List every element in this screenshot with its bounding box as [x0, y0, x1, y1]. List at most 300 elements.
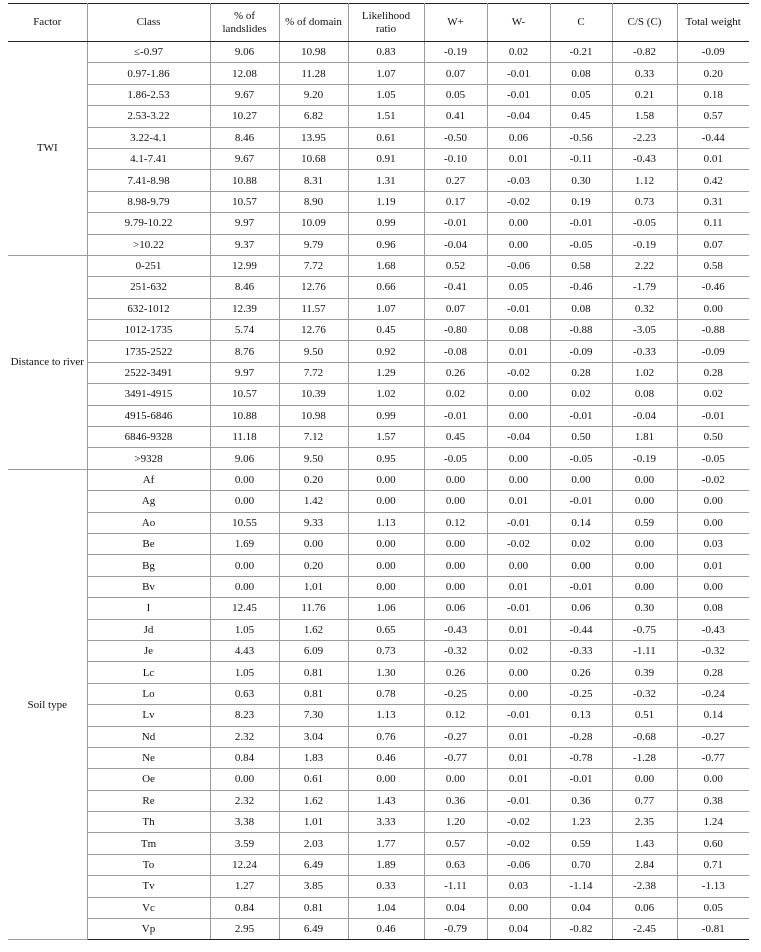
pct-landslides-cell: 8.46: [210, 277, 279, 298]
contrast-cell: -0.44: [550, 619, 612, 640]
pct-domain-cell: 8.90: [279, 191, 348, 212]
class-cell: I: [87, 598, 210, 619]
w-minus-cell: 0.00: [487, 213, 550, 234]
pct-landslides-cell: 8.23: [210, 705, 279, 726]
w-minus-cell: 0.00: [487, 662, 550, 683]
w-plus-cell: 0.52: [424, 255, 487, 276]
total-weight-cell: 0.11: [677, 213, 749, 234]
w-minus-cell: -0.06: [487, 255, 550, 276]
likelihood-ratio-cell: 1.07: [348, 63, 424, 84]
w-minus-cell: 0.01: [487, 769, 550, 790]
pct-domain-cell: 10.39: [279, 384, 348, 405]
table-row: [8, 341, 749, 362]
class-cell: To: [87, 854, 210, 875]
w-minus-cell: 0.00: [487, 469, 550, 490]
class-cell: Re: [87, 790, 210, 811]
table-row: [8, 491, 749, 512]
w-minus-cell: -0.02: [487, 362, 550, 383]
pct-domain-cell: 9.50: [279, 448, 348, 469]
table-row: [8, 384, 749, 405]
total-weight-cell: 1.24: [677, 812, 749, 833]
pct-domain-cell: 1.62: [279, 619, 348, 640]
table-row: [8, 576, 749, 597]
table-row: [8, 84, 749, 105]
table-row: [8, 277, 749, 298]
contrast-cell: 0.04: [550, 897, 612, 918]
contrast-cell: -0.21: [550, 42, 612, 63]
likelihood-ratio-cell: 0.96: [348, 234, 424, 255]
pct-domain-cell: 9.79: [279, 234, 348, 255]
w-minus-cell: -0.02: [487, 812, 550, 833]
studentized-contrast-cell: 0.21: [612, 84, 677, 105]
pct-domain-cell: 12.76: [279, 320, 348, 341]
class-cell: 7.41-8.98: [87, 170, 210, 191]
w-minus-cell: 0.08: [487, 320, 550, 341]
table-row: [8, 790, 749, 811]
pct-domain-cell: 9.50: [279, 341, 348, 362]
table-row: [8, 876, 749, 897]
table-row: [8, 427, 749, 448]
pct-landslides-cell: 5.74: [210, 320, 279, 341]
contrast-cell: 0.08: [550, 63, 612, 84]
w-minus-cell: 0.01: [487, 619, 550, 640]
class-cell: Bg: [87, 555, 210, 576]
w-minus-cell: -0.02: [487, 833, 550, 854]
pct-domain-cell: 6.09: [279, 640, 348, 661]
total-weight-cell: 0.01: [677, 555, 749, 576]
likelihood-ratio-cell: 0.33: [348, 876, 424, 897]
total-weight-cell: -0.46: [677, 277, 749, 298]
total-weight-cell: -0.27: [677, 726, 749, 747]
total-weight-cell: 0.08: [677, 598, 749, 619]
total-weight-cell: 0.07: [677, 234, 749, 255]
w-minus-cell: 0.02: [487, 42, 550, 63]
w-plus-cell: 0.07: [424, 63, 487, 84]
likelihood-ratio-cell: 0.65: [348, 619, 424, 640]
total-weight-cell: -0.43: [677, 619, 749, 640]
pct-domain-cell: 0.61: [279, 769, 348, 790]
w-minus-cell: 0.00: [487, 448, 550, 469]
w-plus-cell: 0.05: [424, 84, 487, 105]
header-pct-domain: % of domain: [279, 4, 348, 42]
pct-landslides-cell: 1.05: [210, 619, 279, 640]
total-weight-cell: 0.18: [677, 84, 749, 105]
contrast-cell: 0.30: [550, 170, 612, 191]
w-plus-cell: 0.17: [424, 191, 487, 212]
studentized-contrast-cell: -0.05: [612, 213, 677, 234]
studentized-contrast-cell: 0.33: [612, 63, 677, 84]
table-row: [8, 726, 749, 747]
class-cell: Vp: [87, 919, 210, 940]
table-container: [8, 3, 749, 940]
class-cell: Oe: [87, 769, 210, 790]
w-plus-cell: 0.36: [424, 790, 487, 811]
likelihood-ratio-cell: 0.73: [348, 640, 424, 661]
likelihood-ratio-cell: 1.05: [348, 84, 424, 105]
studentized-contrast-cell: 2.35: [612, 812, 677, 833]
w-plus-cell: -0.05: [424, 448, 487, 469]
contrast-cell: -0.25: [550, 683, 612, 704]
w-plus-cell: 0.00: [424, 491, 487, 512]
studentized-contrast-cell: 0.06: [612, 897, 677, 918]
pct-domain-cell: 9.33: [279, 512, 348, 533]
class-cell: 0-251: [87, 255, 210, 276]
pct-landslides-cell: 12.39: [210, 298, 279, 319]
pct-domain-cell: 8.31: [279, 170, 348, 191]
w-plus-cell: 0.00: [424, 469, 487, 490]
pct-landslides-cell: 8.76: [210, 341, 279, 362]
likelihood-ratio-cell: 0.99: [348, 213, 424, 234]
studentized-contrast-cell: 1.58: [612, 106, 677, 127]
likelihood-ratio-cell: 1.77: [348, 833, 424, 854]
pct-landslides-cell: 1.69: [210, 533, 279, 554]
studentized-contrast-cell: 0.30: [612, 598, 677, 619]
total-weight-cell: -0.24: [677, 683, 749, 704]
likelihood-ratio-cell: 1.68: [348, 255, 424, 276]
pct-landslides-cell: 9.06: [210, 42, 279, 63]
w-plus-cell: 0.06: [424, 598, 487, 619]
studentized-contrast-cell: -3.05: [612, 320, 677, 341]
studentized-contrast-cell: 0.51: [612, 705, 677, 726]
studentized-contrast-cell: 0.73: [612, 191, 677, 212]
likelihood-ratio-cell: 1.04: [348, 897, 424, 918]
table-row: [8, 769, 749, 790]
total-weight-cell: 0.00: [677, 576, 749, 597]
contrast-cell: 0.70: [550, 854, 612, 875]
studentized-contrast-cell: 1.81: [612, 427, 677, 448]
pct-landslides-cell: 0.00: [210, 576, 279, 597]
class-cell: 632-1012: [87, 298, 210, 319]
table-row: [8, 897, 749, 918]
table-row: [8, 127, 749, 148]
table-row: [8, 298, 749, 319]
table-row: [8, 213, 749, 234]
contrast-cell: 0.13: [550, 705, 612, 726]
studentized-contrast-cell: -1.79: [612, 277, 677, 298]
w-minus-cell: -0.01: [487, 512, 550, 533]
total-weight-cell: 0.20: [677, 63, 749, 84]
contrast-cell: 0.36: [550, 790, 612, 811]
pct-domain-cell: 3.04: [279, 726, 348, 747]
pct-domain-cell: 10.98: [279, 42, 348, 63]
w-plus-cell: 0.41: [424, 106, 487, 127]
likelihood-ratio-cell: 1.13: [348, 512, 424, 533]
factor-cell: Distance to river: [8, 255, 87, 469]
pct-domain-cell: 9.20: [279, 84, 348, 105]
w-plus-cell: 0.27: [424, 170, 487, 191]
w-plus-cell: 0.45: [424, 427, 487, 448]
w-minus-cell: -0.01: [487, 298, 550, 319]
likelihood-ratio-cell: 0.78: [348, 683, 424, 704]
contrast-cell: -0.33: [550, 640, 612, 661]
w-plus-cell: -0.25: [424, 683, 487, 704]
class-cell: Lv: [87, 705, 210, 726]
table-row: [8, 854, 749, 875]
pct-domain-cell: 6.82: [279, 106, 348, 127]
table-row: [8, 555, 749, 576]
class-cell: >10.22: [87, 234, 210, 255]
likelihood-ratio-cell: 1.57: [348, 427, 424, 448]
contrast-cell: 0.05: [550, 84, 612, 105]
w-minus-cell: -0.04: [487, 427, 550, 448]
table-row: [8, 320, 749, 341]
pct-landslides-cell: 12.99: [210, 255, 279, 276]
total-weight-cell: 0.28: [677, 662, 749, 683]
contrast-cell: 1.23: [550, 812, 612, 833]
w-minus-cell: 0.00: [487, 234, 550, 255]
class-cell: Ao: [87, 512, 210, 533]
w-plus-cell: 0.63: [424, 854, 487, 875]
class-cell: Lo: [87, 683, 210, 704]
total-weight-cell: 0.00: [677, 491, 749, 512]
class-cell: 4.1-7.41: [87, 148, 210, 169]
pct-landslides-cell: 2.32: [210, 726, 279, 747]
pct-domain-cell: 0.81: [279, 683, 348, 704]
table-row: [8, 63, 749, 84]
table-row: [8, 705, 749, 726]
studentized-contrast-cell: 0.00: [612, 576, 677, 597]
studentized-contrast-cell: 1.02: [612, 362, 677, 383]
header-contrast: C: [550, 4, 612, 42]
studentized-contrast-cell: -0.68: [612, 726, 677, 747]
class-cell: 1012-1735: [87, 320, 210, 341]
pct-domain-cell: 1.83: [279, 747, 348, 768]
contrast-cell: -0.01: [550, 576, 612, 597]
total-weight-cell: 0.01: [677, 148, 749, 169]
w-minus-cell: 0.00: [487, 683, 550, 704]
pct-domain-cell: 11.57: [279, 298, 348, 319]
class-cell: 3491-4915: [87, 384, 210, 405]
contrast-cell: 0.19: [550, 191, 612, 212]
header-factor: Factor: [8, 4, 87, 42]
likelihood-ratio-cell: 3.33: [348, 812, 424, 833]
w-plus-cell: 0.12: [424, 705, 487, 726]
likelihood-ratio-cell: 1.02: [348, 384, 424, 405]
likelihood-ratio-cell: 0.46: [348, 747, 424, 768]
header-total-weight: Total weight: [677, 4, 749, 42]
contrast-cell: 0.02: [550, 533, 612, 554]
class-cell: Be: [87, 533, 210, 554]
pct-domain-cell: 10.09: [279, 213, 348, 234]
studentized-contrast-cell: -0.19: [612, 234, 677, 255]
class-cell: 1735-2522: [87, 341, 210, 362]
class-cell: Af: [87, 469, 210, 490]
studentized-contrast-cell: 0.00: [612, 469, 677, 490]
total-weight-cell: -0.88: [677, 320, 749, 341]
studentized-contrast-cell: 2.84: [612, 854, 677, 875]
class-cell: Vc: [87, 897, 210, 918]
studentized-contrast-cell: 2.22: [612, 255, 677, 276]
w-plus-cell: -0.10: [424, 148, 487, 169]
pct-landslides-cell: 3.59: [210, 833, 279, 854]
total-weight-cell: 0.02: [677, 384, 749, 405]
w-plus-cell: 0.04: [424, 897, 487, 918]
header-likelihood-ratio: Likelihood ratio: [348, 4, 424, 42]
w-plus-cell: -1.11: [424, 876, 487, 897]
total-weight-cell: 0.05: [677, 897, 749, 918]
likelihood-ratio-cell: 0.00: [348, 769, 424, 790]
likelihood-ratio-cell: 0.00: [348, 533, 424, 554]
pct-landslides-cell: 11.18: [210, 427, 279, 448]
pct-domain-cell: 1.01: [279, 576, 348, 597]
studentized-contrast-cell: 0.00: [612, 533, 677, 554]
w-minus-cell: 0.06: [487, 127, 550, 148]
w-plus-cell: 0.00: [424, 576, 487, 597]
contrast-cell: 0.26: [550, 662, 612, 683]
pct-domain-cell: 7.12: [279, 427, 348, 448]
studentized-contrast-cell: -2.38: [612, 876, 677, 897]
likelihood-ratio-cell: 0.00: [348, 491, 424, 512]
table-body: [8, 42, 749, 940]
pct-landslides-cell: 10.55: [210, 512, 279, 533]
pct-domain-cell: 10.68: [279, 148, 348, 169]
total-weight-cell: 0.14: [677, 705, 749, 726]
pct-landslides-cell: 1.05: [210, 662, 279, 683]
table-row: [8, 812, 749, 833]
w-plus-cell: -0.43: [424, 619, 487, 640]
class-cell: 6846-9328: [87, 427, 210, 448]
pct-landslides-cell: 0.00: [210, 491, 279, 512]
contrast-cell: -0.01: [550, 213, 612, 234]
likelihood-ratio-cell: 0.00: [348, 555, 424, 576]
contrast-cell: -0.82: [550, 919, 612, 940]
pct-domain-cell: 7.30: [279, 705, 348, 726]
table-row: [8, 405, 749, 426]
class-cell: 1.86-2.53: [87, 84, 210, 105]
class-cell: 9.79-10.22: [87, 213, 210, 234]
likelihood-ratio-cell: 1.31: [348, 170, 424, 191]
likelihood-ratio-cell: 1.13: [348, 705, 424, 726]
pct-landslides-cell: 10.27: [210, 106, 279, 127]
likelihood-ratio-cell: 0.00: [348, 576, 424, 597]
studentized-contrast-cell: 0.77: [612, 790, 677, 811]
pct-domain-cell: 11.28: [279, 63, 348, 84]
contrast-cell: 0.02: [550, 384, 612, 405]
header-pct-landslides: % of landslides: [210, 4, 279, 42]
studentized-contrast-cell: 0.08: [612, 384, 677, 405]
w-minus-cell: 0.05: [487, 277, 550, 298]
table-row: [8, 362, 749, 383]
contrast-cell: 0.59: [550, 833, 612, 854]
likelihood-ratio-cell: 0.45: [348, 320, 424, 341]
likelihood-ratio-cell: 0.83: [348, 42, 424, 63]
likelihood-ratio-cell: 1.06: [348, 598, 424, 619]
pct-landslides-cell: 3.38: [210, 812, 279, 833]
table-row: [8, 619, 749, 640]
class-cell: ≤-0.97: [87, 42, 210, 63]
w-minus-cell: -0.06: [487, 854, 550, 875]
table-row: [8, 255, 749, 276]
w-minus-cell: -0.02: [487, 533, 550, 554]
w-plus-cell: 0.00: [424, 533, 487, 554]
contrast-cell: -0.01: [550, 491, 612, 512]
w-plus-cell: 0.00: [424, 555, 487, 576]
class-cell: Th: [87, 812, 210, 833]
w-plus-cell: -0.01: [424, 213, 487, 234]
pct-domain-cell: 0.20: [279, 469, 348, 490]
studentized-contrast-cell: -1.28: [612, 747, 677, 768]
pct-landslides-cell: 8.46: [210, 127, 279, 148]
table-row: [8, 42, 749, 63]
total-weight-cell: -0.77: [677, 747, 749, 768]
likelihood-ratio-cell: 0.76: [348, 726, 424, 747]
pct-domain-cell: 6.49: [279, 854, 348, 875]
class-cell: 2522-3491: [87, 362, 210, 383]
contrast-cell: -1.14: [550, 876, 612, 897]
studentized-contrast-cell: -1.11: [612, 640, 677, 661]
class-cell: 0.97-1.86: [87, 63, 210, 84]
likelihood-ratio-cell: 0.00: [348, 469, 424, 490]
pct-domain-cell: 0.00: [279, 533, 348, 554]
header-class: Class: [87, 4, 210, 42]
table-row: [8, 747, 749, 768]
w-minus-cell: 0.04: [487, 919, 550, 940]
total-weight-cell: 0.31: [677, 191, 749, 212]
pct-landslides-cell: 9.06: [210, 448, 279, 469]
total-weight-cell: -0.02: [677, 469, 749, 490]
studentized-contrast-cell: -0.32: [612, 683, 677, 704]
table-row: [8, 170, 749, 191]
pct-domain-cell: 1.62: [279, 790, 348, 811]
class-cell: Ne: [87, 747, 210, 768]
w-minus-cell: -0.01: [487, 598, 550, 619]
class-cell: Ag: [87, 491, 210, 512]
pct-domain-cell: 11.76: [279, 598, 348, 619]
pct-domain-cell: 10.98: [279, 405, 348, 426]
pct-domain-cell: 0.81: [279, 897, 348, 918]
total-weight-cell: 0.58: [677, 255, 749, 276]
w-minus-cell: -0.03: [487, 170, 550, 191]
class-cell: 2.53-3.22: [87, 106, 210, 127]
likelihood-ratio-cell: 1.19: [348, 191, 424, 212]
table-row: [8, 598, 749, 619]
w-plus-cell: -0.79: [424, 919, 487, 940]
pct-landslides-cell: 2.95: [210, 919, 279, 940]
studentized-contrast-cell: 0.00: [612, 555, 677, 576]
total-weight-cell: 0.00: [677, 298, 749, 319]
w-minus-cell: 0.03: [487, 876, 550, 897]
header-w-plus: W+: [424, 4, 487, 42]
class-cell: Je: [87, 640, 210, 661]
contrast-cell: -0.28: [550, 726, 612, 747]
pct-landslides-cell: 10.88: [210, 405, 279, 426]
table-row: [8, 234, 749, 255]
studentized-contrast-cell: 1.43: [612, 833, 677, 854]
total-weight-cell: 0.28: [677, 362, 749, 383]
table-row: [8, 533, 749, 554]
table-row: [8, 662, 749, 683]
pct-landslides-cell: 9.67: [210, 148, 279, 169]
studentized-contrast-cell: -0.43: [612, 148, 677, 169]
w-minus-cell: -0.01: [487, 84, 550, 105]
pct-domain-cell: 7.72: [279, 255, 348, 276]
contrast-cell: -0.01: [550, 405, 612, 426]
pct-landslides-cell: 9.37: [210, 234, 279, 255]
class-cell: 4915-6846: [87, 405, 210, 426]
w-minus-cell: -0.02: [487, 191, 550, 212]
class-cell: Bv: [87, 576, 210, 597]
w-minus-cell: 0.01: [487, 726, 550, 747]
studentized-contrast-cell: -2.23: [612, 127, 677, 148]
class-cell: Jd: [87, 619, 210, 640]
w-plus-cell: -0.01: [424, 405, 487, 426]
pct-domain-cell: 1.42: [279, 491, 348, 512]
contrast-cell: -0.05: [550, 234, 612, 255]
w-plus-cell: -0.19: [424, 42, 487, 63]
pct-landslides-cell: 12.24: [210, 854, 279, 875]
total-weight-cell: -0.09: [677, 42, 749, 63]
studentized-contrast-cell: -0.19: [612, 448, 677, 469]
